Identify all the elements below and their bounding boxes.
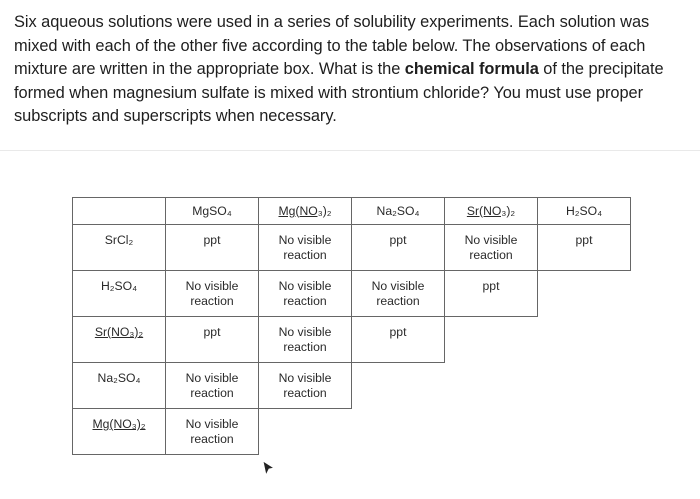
mouse-pointer-icon: [262, 460, 276, 476]
question-part-1: Six aqueous solutions were used in a series of solubility experiments. Each solution was mixed with each of the other five according to the table below. The observations of each mixture are written in the appropriate box. What is the: [14, 13, 650, 79]
solubility-table: [72, 197, 631, 455]
table-row: [73, 363, 631, 409]
empty-cell: [259, 409, 352, 455]
question-bold-term: chemical formula: [404, 60, 539, 79]
col-header-mgno32: Mg(NO₃)₂: [259, 198, 352, 225]
empty-cell: [538, 363, 631, 409]
table-row: [73, 317, 631, 363]
table-cell: ppt: [352, 225, 445, 271]
table-cell: No visible reaction: [259, 271, 352, 317]
empty-cell: [445, 317, 538, 363]
row-header-mgno32: Mg(NO₃)₂: [73, 409, 166, 455]
table-header-row: [73, 198, 631, 225]
row-header-na2so4: Na₂SO₄: [73, 363, 166, 409]
table-cell: ppt: [166, 225, 259, 271]
table-cell: ppt: [166, 317, 259, 363]
table-cell: No visible reaction: [166, 271, 259, 317]
col-header-srno32: Sr(NO₃)₂: [445, 198, 538, 225]
table-cell: No visible reaction: [259, 225, 352, 271]
table-cell: ppt: [538, 225, 631, 271]
empty-cell: [445, 409, 538, 455]
row-header-srno32: Sr(NO₃)₂: [73, 317, 166, 363]
table-row: [73, 271, 631, 317]
col-header-na2so4: Na₂SO₄: [352, 198, 445, 225]
table-cell: ppt: [352, 317, 445, 363]
question-part-2: of the precipitate formed when magnesium sulfate is mixed with strontium chloride? You must use proper subscripts and superscripts when necessary.: [14, 60, 664, 126]
question-text: [14, 11, 690, 129]
table-row: [73, 225, 631, 271]
empty-cell: [538, 271, 631, 317]
empty-cell: [445, 363, 538, 409]
table-cell: No visible reaction: [166, 363, 259, 409]
table-cell: No visible reaction: [259, 317, 352, 363]
table-row: [73, 409, 631, 455]
empty-cell: [538, 317, 631, 363]
table-cell: No visible reaction: [352, 271, 445, 317]
divider: [0, 150, 700, 151]
col-header-h2so4: H₂SO₄: [538, 198, 631, 225]
table-cell: No visible reaction: [166, 409, 259, 455]
empty-cell: [352, 409, 445, 455]
row-header-h2so4: H₂SO₄: [73, 271, 166, 317]
row-header-srcl2: SrCl₂: [73, 225, 166, 271]
table-cell: No visible reaction: [259, 363, 352, 409]
corner-cell: [73, 198, 166, 225]
empty-cell: [352, 363, 445, 409]
empty-cell: [538, 409, 631, 455]
table-cell: ppt: [445, 271, 538, 317]
table-cell: No visible reaction: [445, 225, 538, 271]
col-header-mgso4: MgSO₄: [166, 198, 259, 225]
